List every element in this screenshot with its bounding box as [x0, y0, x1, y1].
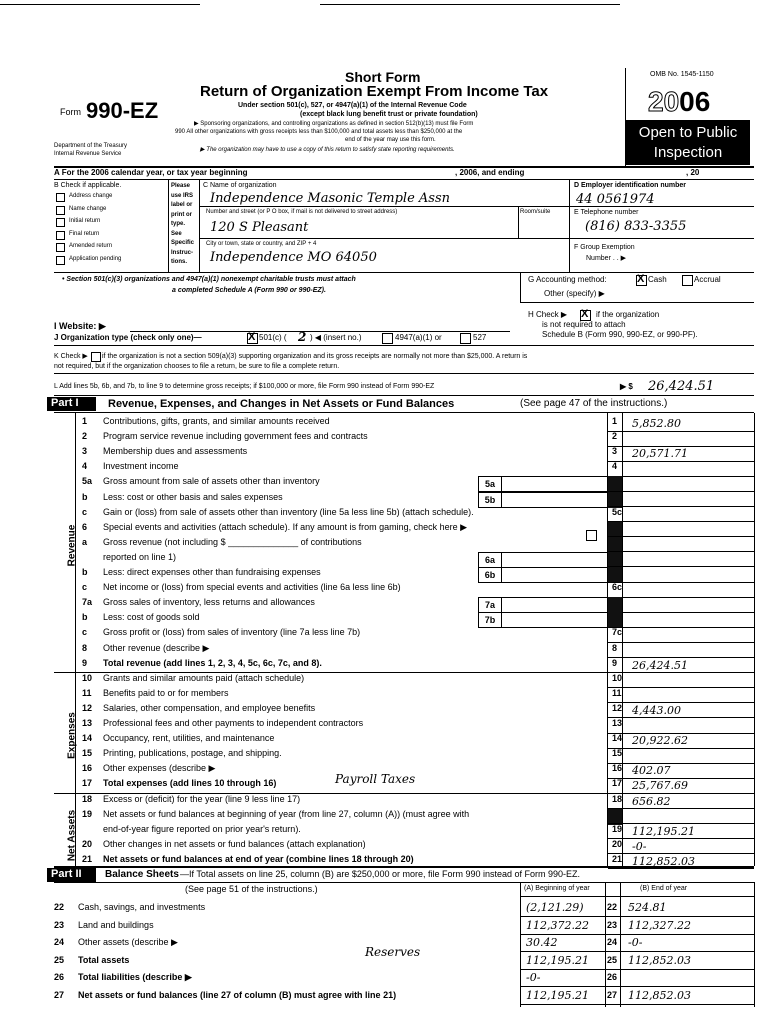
part-2-title: Balance Sheets: [105, 869, 179, 880]
row-number: 19: [82, 808, 93, 819]
527-checkbox[interactable]: [460, 333, 471, 344]
gross-receipts-value[interactable]: 26,424.51: [648, 379, 715, 394]
schedule-b-line-3: Schedule B (Form 990, 990-EZ, or 990-PF).: [542, 330, 698, 339]
row-number: 24: [54, 937, 65, 947]
section-b-item-label: Final return: [69, 230, 100, 237]
amount-value[interactable]: 20,922.62: [632, 734, 688, 748]
section-b-checkbox-5[interactable]: [56, 256, 65, 265]
col-a-header: (A) Beginning of year: [524, 885, 590, 892]
row-description: Investment income: [103, 461, 179, 472]
inner-amount-box[interactable]: [501, 552, 609, 568]
title-small: Short Form: [345, 69, 421, 85]
part-1-tag: Part I: [47, 397, 96, 411]
row-number: c: [82, 627, 88, 638]
row-number: a: [82, 536, 88, 547]
row-description: Cash, savings, and investments: [78, 902, 206, 912]
please-line: Instruc-: [171, 249, 194, 256]
row-description: Contributions, gifts, grants, and similar amounts received: [103, 416, 330, 426]
org-type-label: J Organization type (check only one)—: [54, 333, 202, 342]
amount-value[interactable]: 4,443.00: [632, 703, 681, 717]
section-b-item-label: Initial return: [69, 218, 101, 224]
line-a-mid: , 2006, and ending: [455, 168, 525, 177]
501c-number[interactable]: 2: [298, 330, 307, 344]
end-of-year-value[interactable]: 112,327.22: [628, 918, 691, 932]
4947-checkbox[interactable]: [382, 333, 393, 344]
inner-amount-box[interactable]: [501, 597, 609, 613]
row-number: 13: [82, 718, 93, 728]
row-number: c: [82, 506, 88, 517]
line-24-description[interactable]: Reserves: [365, 945, 421, 959]
row-number: b: [82, 612, 88, 623]
name-of-org-label: C Name of organization: [203, 182, 277, 189]
amount-value[interactable]: 5,852.80: [632, 417, 681, 430]
section-b-checkbox-3[interactable]: [56, 231, 65, 240]
tax-year: 2006: [648, 86, 711, 117]
row-description: Special events and activities (attach schedule). If any amount is from gaming, check here ▶: [103, 521, 468, 532]
inner-line-box: 7a: [478, 597, 502, 613]
line-number: 5c: [612, 506, 623, 517]
line-number: 18: [612, 793, 623, 804]
part-1-see: (See page 47 of the instructions.): [520, 398, 668, 409]
line-number: 12: [612, 702, 623, 713]
line-number: 11: [612, 687, 622, 698]
section-b-item-label: Name change: [69, 205, 107, 212]
row-description: Other assets (describe ▶: [78, 937, 178, 947]
line-number: 23: [607, 919, 618, 930]
row-description: Gross sales of inventory, less returns and allowances: [103, 597, 315, 608]
section-b-checkbox-0[interactable]: [56, 193, 65, 202]
row-description: Total liabilities (describe ▶: [78, 972, 192, 982]
row-description: Total assets: [78, 954, 130, 965]
row-description: Grants and similar amounts paid (attach schedule): [103, 672, 305, 683]
501c-checkbox[interactable]: X: [247, 333, 258, 344]
end-of-year-value[interactable]: 112,852.03: [628, 988, 691, 1002]
row-description: Program service revenue including government fees and contracts: [103, 431, 368, 442]
row-number: 23: [54, 919, 65, 930]
row-number: 9: [82, 657, 88, 668]
subtitle-1: Under section 501(c), 527, or 4947(a)(1) of the Internal Revenue Code: [238, 102, 467, 109]
k-checkbox[interactable]: [91, 352, 101, 362]
accounting-method-label: G Accounting method:: [528, 275, 607, 284]
row-description: Gain or (loss) from sale of assets other than inventory (line 5a less line 5b) (attach schedule).: [103, 506, 474, 517]
line-number: 26: [607, 972, 618, 982]
dept-line2: Internal Revenue Service: [54, 151, 122, 157]
row-number: 22: [54, 902, 65, 912]
section-501c3-note-1: • Section 501(c)(3) organizations and 4947(a)(1) nonexempt charitable trusts must attach: [62, 276, 356, 283]
line-number: 4: [612, 461, 618, 472]
inner-line-box: 6b: [478, 567, 502, 583]
row-number: 25: [54, 954, 65, 965]
line-number: 20: [612, 838, 623, 849]
row-description: Net income or (loss) from special events and activities (line 6a less line 6b): [103, 582, 401, 593]
balance-sheet-row: [0, 988, 770, 1004]
row-number: 3: [82, 446, 88, 457]
end-of-year-value[interactable]: -0-: [628, 936, 643, 949]
street-value[interactable]: 120 S Pleasant: [210, 220, 309, 235]
please-line: tions.: [171, 259, 187, 265]
please-line: Please: [171, 183, 191, 189]
beginning-of-year-value[interactable]: -0-: [526, 971, 541, 984]
row-number: 11: [82, 687, 92, 698]
row-description: Other revenue (describe ▶: [103, 642, 210, 653]
side-label-net-assets: Net Assets: [66, 809, 78, 862]
beginning-of-year-value[interactable]: 112,195.21: [526, 988, 589, 1002]
row-number: 20: [82, 838, 93, 849]
line-number: 22: [607, 902, 618, 912]
row-description: Salaries, other compensation, and employee benefits: [103, 702, 316, 713]
row-description: Occupancy, rent, utilities, and maintenance: [103, 733, 275, 744]
beginning-of-year-value[interactable]: 30.42: [526, 936, 558, 949]
col-b-header: (B) End of year: [640, 885, 688, 892]
please-line: type.: [171, 221, 186, 227]
row-number: 10: [82, 672, 93, 683]
row-number: 27: [54, 989, 65, 1000]
open-to-public-badge: Open to Public Inspection: [626, 120, 750, 165]
row-description: Other changes in net assets or fund balances (attach explanation): [103, 838, 366, 849]
schedule-b-line-2: is not required to attach: [542, 320, 626, 329]
amount-value[interactable]: 112,195.21: [632, 824, 695, 838]
line-number: 3: [612, 446, 618, 457]
gaming-checkbox[interactable]: [586, 530, 597, 541]
end-of-year-value[interactable]: 524.81: [628, 901, 667, 914]
row-number: 12: [82, 702, 93, 713]
section-b-checkbox-2[interactable]: [56, 218, 65, 227]
amount-value[interactable]: -0-: [632, 839, 647, 853]
line-number: 2: [612, 431, 618, 442]
row-description: end-of-year figure reported on prior year's return).: [103, 823, 301, 834]
row-description: Printing, publications, postage, and shipping.: [103, 748, 282, 759]
part-2-title-rest: —If Total assets on line 25, column (B) are $250,000 or more, file Form 990 instead of Form 990-EZ.: [180, 869, 581, 879]
inner-line-box: 5b: [478, 492, 502, 508]
row-description: Other expenses (describe ▶: [103, 763, 216, 774]
ein-value[interactable]: 44 0561974: [576, 192, 655, 207]
row-number: c: [82, 582, 88, 593]
row-description: Membership dues and assessments: [103, 446, 248, 457]
row-number: 5a: [82, 476, 93, 487]
side-label-revenue: Revenue: [66, 524, 78, 567]
row-description: Total expenses (add lines 10 through 16): [103, 778, 277, 789]
row-number: b: [82, 567, 88, 577]
501c-label: 501(c) (: [259, 333, 287, 342]
row-description: Excess or (deficit) for the year (line 9 less line 17): [103, 793, 301, 804]
beginning-of-year-value[interactable]: 112,195.21: [526, 953, 589, 967]
accrual-label: Accrual: [694, 275, 721, 284]
amount-value[interactable]: 656.82: [632, 794, 671, 808]
row-number: 18: [82, 793, 93, 804]
row-description: Net assets or fund balances (line 27 of column (B) must agree with line 21): [78, 989, 397, 1000]
row-description: Less: cost or other basis and sales expenses: [103, 491, 283, 502]
city-label: City or town, state or country, and ZIP + 4: [206, 241, 317, 247]
row-number: 8: [82, 642, 88, 653]
insert-no-label: ) ◀ (insert no.): [310, 333, 362, 342]
please-line: use IRS: [171, 192, 194, 199]
room-suite-label: Room/suite: [520, 209, 551, 215]
amount-value[interactable]: 25,767.69: [632, 779, 688, 793]
inner-amount-box[interactable]: [501, 567, 609, 583]
row-number: 17: [82, 778, 93, 789]
part-2-see: (See page 51 of the instructions.): [185, 884, 318, 894]
line-number: 27: [607, 989, 618, 1000]
inner-amount-box[interactable]: [501, 476, 609, 492]
sponsor-line-3: end of the year may use this form.: [345, 137, 436, 143]
section-b-item-label: Address change: [69, 193, 113, 199]
row-number: 14: [82, 733, 93, 744]
line-number: 24: [607, 937, 618, 947]
527-label: 527: [473, 333, 487, 342]
k-text-2: not required, but if the organization chooses to file a return, be sure to file a complete return.: [54, 363, 340, 370]
line-number: 14: [612, 733, 623, 744]
line-number: 8: [612, 642, 618, 653]
street-label: Number and street (or P O box, if mail is not delivered to street address): [206, 209, 398, 215]
end-of-year-value[interactable]: 112,852.03: [628, 953, 691, 967]
section-b-item-label: Amended return: [69, 243, 113, 249]
line-number: 9: [612, 657, 618, 668]
line-number: 15: [612, 748, 623, 759]
line-a-end: , 20: [686, 168, 700, 177]
line-number: 6c: [612, 582, 623, 593]
balance-sheet-row: [0, 900, 770, 916]
balance-sheet-row: [0, 970, 770, 986]
k-text-1: if the organization is not a section 509(a)(3) supporting organization and its gross receipts are normally not more than $25,000. A return is: [102, 353, 528, 360]
row-number: 15: [82, 748, 93, 759]
line-number: 17: [612, 778, 623, 789]
row-description: Net assets or fund balances at end of year (combine lines 18 through 20): [103, 853, 414, 864]
row-number: 16: [82, 763, 93, 774]
row-description: Benefits paid to or for members: [103, 687, 229, 698]
row-number: b: [82, 491, 88, 502]
line-number: 16: [612, 763, 623, 774]
inner-line-box: 6a: [478, 552, 502, 568]
part-2-tag: Part II: [47, 868, 96, 882]
amount-value[interactable]: 26,424.51: [632, 658, 688, 672]
form-number: 990-EZ: [86, 98, 159, 123]
schedule-b-check-label: H Check ▶: [528, 310, 568, 319]
group-exemption-number: Number . . ▶: [586, 255, 627, 262]
amount-value[interactable]: 20,571.71: [632, 447, 688, 461]
inner-amount-box[interactable]: [501, 492, 609, 508]
line-number: 19: [612, 823, 623, 834]
dept-line1: Department of the Treasury: [54, 143, 128, 149]
line-number: 13: [612, 718, 623, 728]
form-prefix: Form: [60, 107, 81, 117]
inner-line-box: 7b: [478, 612, 502, 628]
row-description: reported on line 1): [103, 551, 177, 562]
line-number: 1: [612, 416, 618, 426]
section-b-title: B Check if applicable.: [54, 182, 122, 189]
row-number: 26: [54, 972, 65, 982]
beginning-of-year-value[interactable]: (2,121.29): [526, 901, 584, 914]
row-description: Professional fees and other payments to independent contractors: [103, 718, 364, 728]
k-check-label: K Check ▶: [54, 353, 88, 360]
row-description: Gross revenue (not including $ ______________ of contributions: [103, 536, 362, 547]
row-description: Gross profit or (loss) from sales of inventory (line 7a less line 7b): [103, 627, 361, 638]
l-arrow: ▶ $: [620, 382, 633, 391]
amount-value[interactable]: 112,852.03: [632, 854, 695, 868]
omb-number: OMB No. 1545-1150: [650, 71, 714, 78]
accrual-checkbox[interactable]: [682, 275, 693, 286]
row-description: Gross amount from sale of assets other than inventory: [103, 476, 320, 487]
line-number: 10: [612, 672, 623, 683]
line-16-description[interactable]: Payroll Taxes: [335, 772, 416, 786]
row-number: 1: [82, 416, 88, 426]
beginning-of-year-value[interactable]: 112,372.22: [526, 918, 589, 932]
section-501c3-note-2: a completed Schedule A (Form 990 or 990-EZ).: [172, 287, 326, 294]
inner-amount-box[interactable]: [501, 612, 609, 628]
line-a-label: A For the 2006 calendar year, or tax year beginning: [54, 168, 248, 177]
title-main: Return of Organization Exempt From Income Tax: [200, 83, 549, 100]
please-line: Specific: [171, 240, 195, 246]
please-line: print or: [171, 211, 192, 218]
schedule-b-checkbox[interactable]: X: [580, 310, 591, 321]
section-b-checkbox-4[interactable]: [56, 243, 65, 252]
row-description: Less: direct expenses other than fundraising expenses: [103, 567, 321, 577]
please-use-irs-label: [171, 182, 194, 268]
please-line: label or: [171, 202, 193, 208]
inner-line-box: 5a: [478, 476, 502, 492]
copy-note: ▶ The organization may have to use a copy of this return to satisfy state reporting requirements.: [200, 147, 455, 153]
schedule-b-line-1b: if the organization: [596, 310, 660, 319]
row-number: 7a: [82, 597, 93, 608]
please-line: See: [171, 230, 182, 237]
section-b-item-label: Application pending: [69, 255, 122, 262]
l-label: L Add lines 5b, 6b, and 7b, to line 9 to determine gross receipts; if $100,000 or more, file Form 990 instead of Form 990-EZ: [54, 383, 435, 390]
part-1-title: Revenue, Expenses, and Changes in Net Assets or Fund Balances: [108, 398, 455, 410]
subtitle-2: (except black lung benefit trust or private foundation): [300, 111, 478, 118]
balance-sheet-row: [0, 918, 770, 934]
row-description: Total revenue (add lines 1, 2, 3, 4, 5c, 6c, 7c, and 8).: [103, 657, 322, 668]
telephone-value[interactable]: (816) 833-3355: [585, 219, 687, 234]
row-description: Land and buildings: [78, 919, 154, 930]
side-label-expenses: Expenses: [66, 712, 78, 759]
section-b-checkbox-1[interactable]: [56, 206, 65, 215]
sponsor-line-1: ▶ Sponsoring organizations, and controlling organizations as defined in section 512(b)(13) must file Form: [194, 121, 474, 127]
city-value[interactable]: Independence MO 64050: [210, 250, 377, 265]
line-number: 21: [612, 853, 623, 864]
line-number: 25: [607, 954, 618, 965]
telephone-label: E Telephone number: [574, 209, 639, 216]
amount-value[interactable]: 402.07: [632, 764, 671, 778]
line-number: 7c: [612, 627, 623, 638]
row-number: 2: [82, 431, 88, 442]
website-label: I Website: ▶: [54, 321, 106, 331]
cash-checkbox[interactable]: X: [636, 275, 647, 286]
row-number: 21: [82, 853, 93, 864]
row-description: Less: cost of goods sold: [103, 612, 200, 623]
cash-label: Cash: [648, 275, 667, 284]
row-number: 4: [82, 461, 88, 472]
row-description: Net assets or fund balances at beginning of year (from line 27, column (A)) (must agree with: [103, 808, 470, 819]
4947-label: 4947(a)(1) or: [395, 333, 442, 342]
ein-label: D Employer identification number: [574, 182, 687, 189]
sponsor-line-2: 990 All other organizations with gross receipts less than $100,000 and total assets less than $250,000 at the: [175, 129, 463, 135]
row-number: 6: [82, 521, 88, 532]
other-method-label: Other (specify) ▶: [544, 289, 605, 298]
org-name-value[interactable]: Independence Masonic Temple Assn: [210, 191, 450, 206]
group-exemption-label: F Group Exemption: [574, 244, 635, 251]
